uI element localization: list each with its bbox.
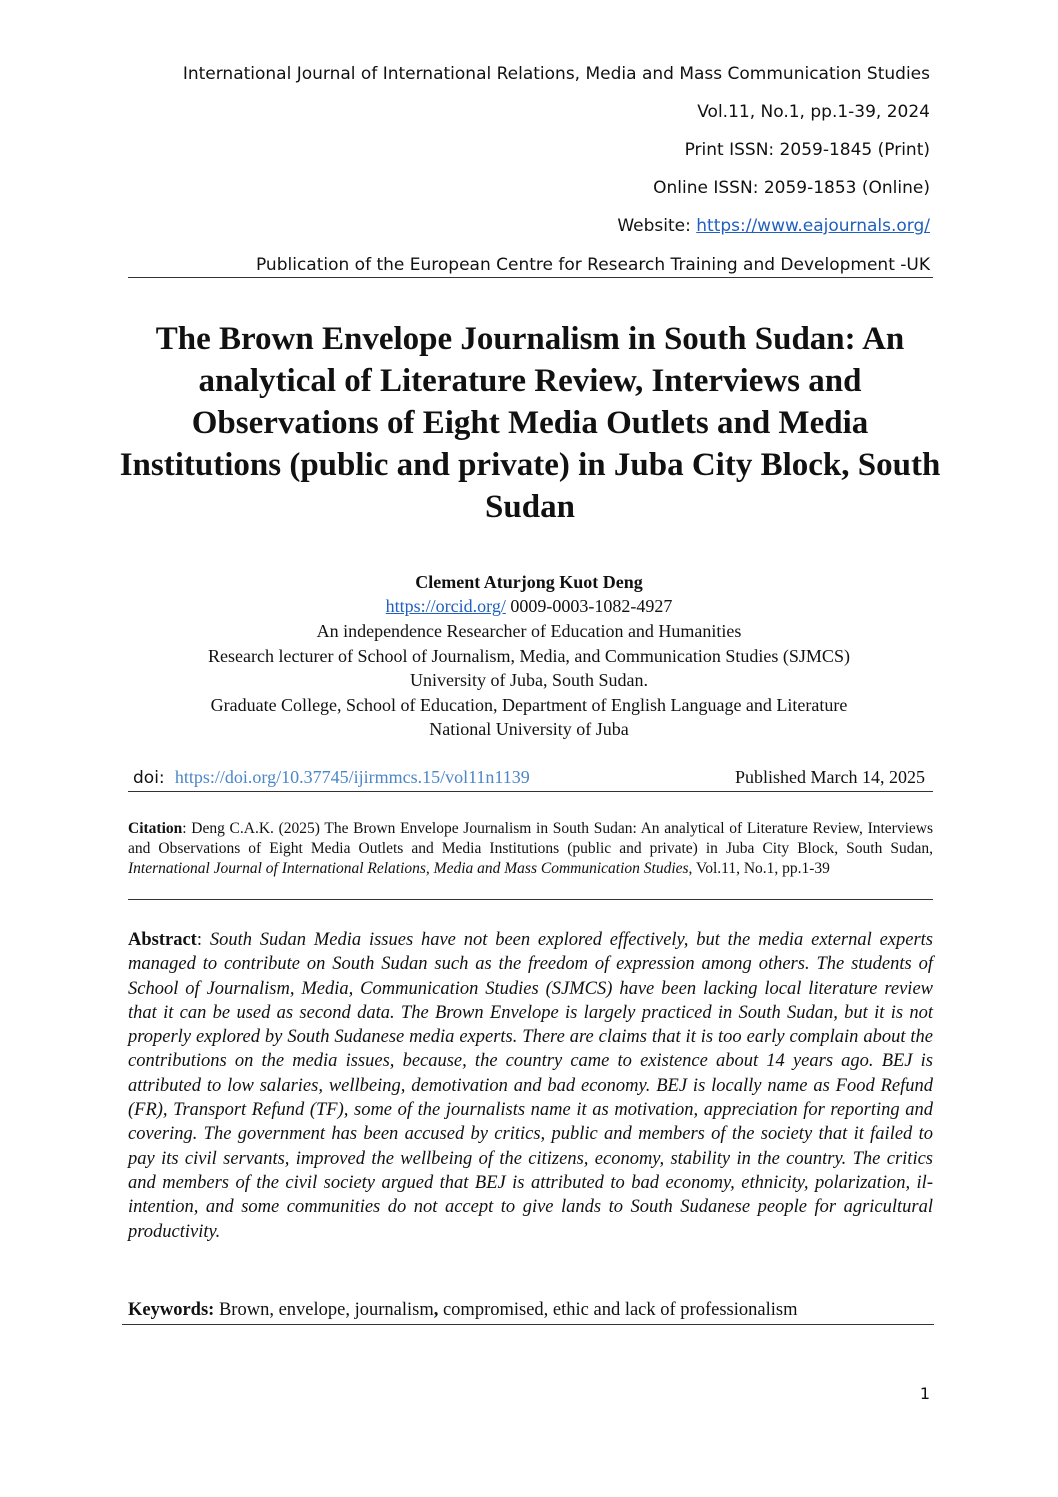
author-name: Clement Aturjong Kuot Deng <box>415 572 643 592</box>
paper-title: The Brown Envelope Journalism in South Sudan: An analytical of Literature Review, Interviews and Observations of Eight Media Outlets and Media Institutions (public and private) in Juba City Block, South Sudan <box>119 321 941 525</box>
citation-text: : Deng C.A.K. (2025) The Brown Envelope Journalism in South Sudan: An analytical of Literature Review, Interviews and Observations of Eight Media Outlets and Media Institutions (public and private) in Juba City Block, South Sudan, <box>128 820 933 857</box>
publisher-line: Publication of the European Centre for Research Training and Development -UK <box>255 255 930 275</box>
orcid-line <box>100 594 958 618</box>
doi-link[interactable]: https://doi.org/10.37745/ijirmmcs.15/vol11n1139 <box>174 767 530 787</box>
abstract-block <box>128 928 933 1244</box>
keywords-line <box>128 1300 797 1321</box>
keywords-rule <box>122 1324 934 1325</box>
abstract-colon: : <box>196 930 202 950</box>
citation-volume: , Vol.11, No.1, pp.1-39 <box>688 860 830 877</box>
affiliation-4: Graduate College, School of Education, Department of English Language and Literature <box>210 695 848 715</box>
doi-line <box>133 767 530 788</box>
orcid-link[interactable]: https://orcid.org/ <box>385 596 506 616</box>
doi-rule <box>128 791 933 792</box>
affiliation-3: University of Juba, South Sudan. <box>410 670 648 690</box>
website-line <box>617 216 930 236</box>
citation-label: Citation <box>128 820 183 837</box>
volume-info: Vol.11, No.1, pp.1-39, 2024 <box>697 102 930 122</box>
website-link[interactable]: https://www.eajournals.org/ <box>696 216 930 236</box>
doi-label: doi: <box>133 768 165 788</box>
citation-journal: International Journal of International Relations, Media and Mass Communication Studies <box>128 860 689 877</box>
keywords-text-2: compromised, ethic and lack of professionalism <box>438 1300 798 1320</box>
orcid-id: 0009-0003-1082-4927 <box>505 596 673 616</box>
affiliation-5: National University of Juba <box>429 719 629 739</box>
citation-rule <box>128 899 933 900</box>
keywords-comma: , <box>433 1300 439 1320</box>
published-date: Published March 14, 2025 <box>735 767 925 787</box>
affiliation-2: Research lecturer of School of Journalism, Media, and Communication Studies (SJMCS) <box>208 646 850 666</box>
abstract-label: Abstract <box>128 930 197 950</box>
keywords-text-1: Brown, envelope, journalism <box>214 1300 434 1320</box>
online-issn: Online ISSN: 2059-1853 (Online) <box>653 178 930 198</box>
page-number: 1 <box>919 1384 930 1403</box>
print-issn: Print ISSN: 2059-1845 (Print) <box>684 140 930 160</box>
citation-block <box>128 819 933 879</box>
abstract-text: South Sudan Media issues have not been explored effectively, but the media external experts managed to contribute on South Sudan such as the freedom of expression among others. The students of School of Journalism, Media, Communication Studies (SJMCS) have been lacking local literature review that it can be used as second data. The Brown Envelope is largely practiced in South Sudan, but it is not properly explored by South Sudanese media experts. There are claims that it is too early complain about the contributions on the media issues, because, the country came to existence about 14 years ago. BEJ is attributed to low salaries, wellbeing, demotivation and bad economy. BEJ is locally name as Food Refund (FR), Transport Refund (TF), some of the journalists name it as motivation, appreciation for reporting and covering. The government has been accused by critics, public and members of the society that it failed to pay its civil servants, improved the wellbeing of the citizens, economy, stability in the country. The critics and members of the civil society argued that BEJ is attributed to bad economy, ethnicity, polarization, il-intention, and some communities do not accept to give lands to South Sudanese people for agricultural productivity. <box>128 930 933 1242</box>
journal-name: International Journal of International Relations, Media and Mass Communication Studies <box>182 64 930 84</box>
keywords-label: Keywords: <box>128 1300 215 1320</box>
website-label: Website: <box>617 216 697 236</box>
header-rule <box>128 277 933 278</box>
affiliation-1: An independence Researcher of Education and Humanities <box>316 621 742 641</box>
